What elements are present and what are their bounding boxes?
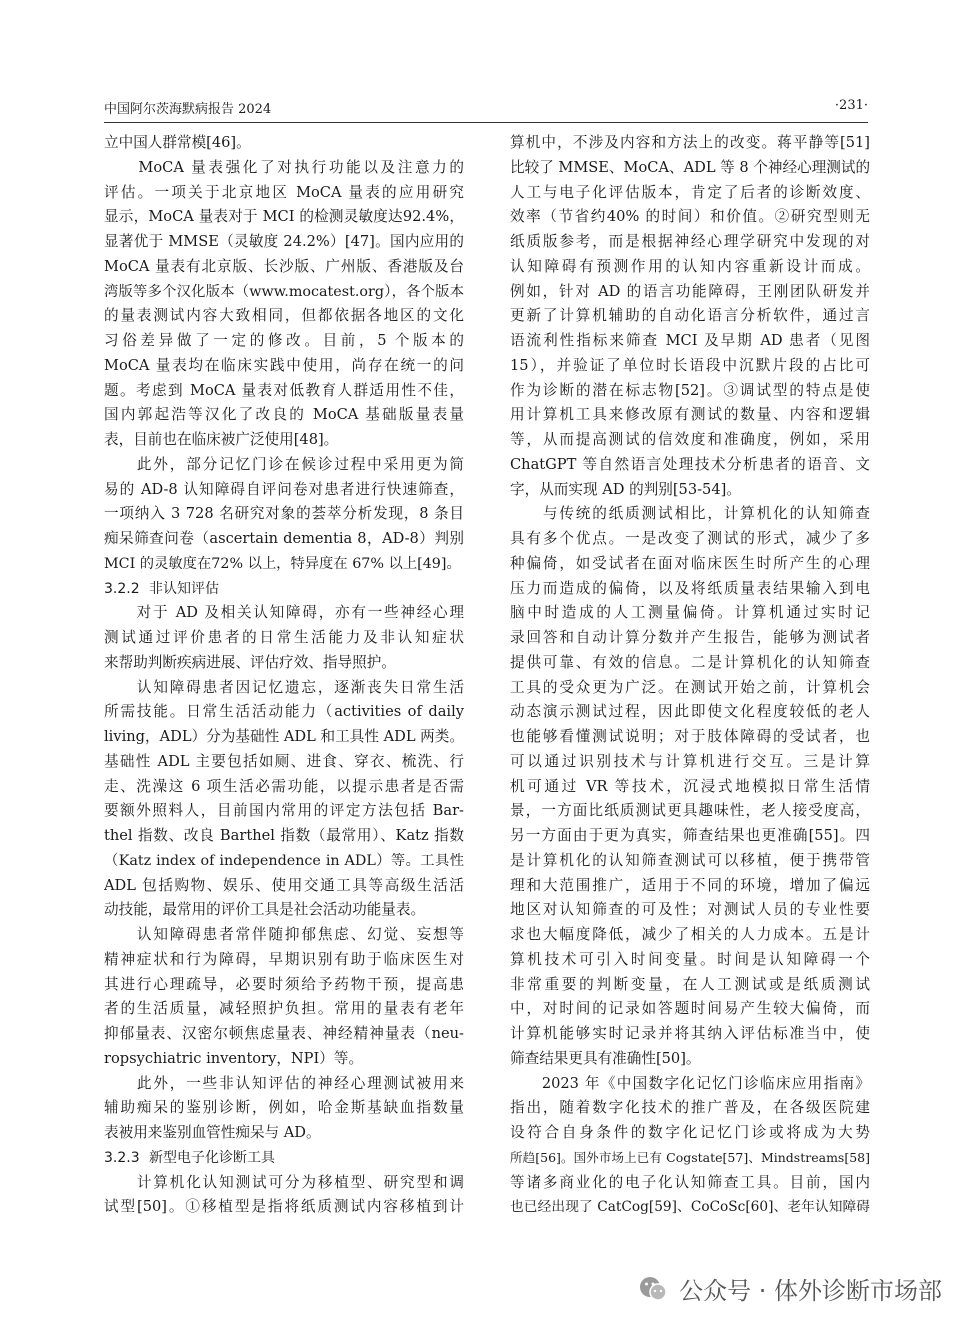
text-line: 具有多个优点。一是改变了测试的形式，减少了多 [510,530,870,547]
text-line: 机可通过 VR 等技术，沉浸式地模拟日常生活情 [510,777,870,795]
text-line: 痴呆筛查问卷（ascertain dementia 8，AD-8）判别 [104,530,464,547]
text-line: 是计算机化的认知筛查测试可以移植，便于携带管 [510,851,870,869]
text-line: 效率（节省约40% 的时间）和价值。②研究型则无 [510,208,870,226]
text-line: MoCA 量表有北京版、长沙版、广州版、香港版及台 [104,257,464,275]
text-line: 用计算机工具来修改原有测试的数量、内容和逻辑 [510,406,870,424]
text-line: 种偏倚，如受试者在面对临床医生时所产生的心理 [510,554,870,572]
text-line: 计算机能够实时记录并将其纳入评估标准当中，使 [510,1025,870,1042]
right-column [510,131,870,1220]
text-line: 压力而造成的偏倚，以及将纸质量表结果输入到电 [510,579,870,597]
section-heading: 3.2.3 新型电子化诊断工具 [104,1149,275,1166]
text-line: 例如，针对 AD 的语言功能障碍，王刚团队研发并 [510,282,870,300]
text-line: 等，从而提高测试的信效度和准确度，例如，采用 [510,431,870,448]
text-line: 此外，部分记忆门诊在候诊过程中采用更为简 [104,455,464,473]
text-line: 理和大范围推广，适用于不同的环境，增加了偏远 [510,876,870,894]
text-line: 算机中，不涉及内容和方法上的改变。蒋平静等[51] [510,134,870,151]
text-line: 此外，一些非认知评估的神经心理测试被用来 [104,1074,464,1092]
text-line: 中，对时间的记录如答题时间易产生较大偏倚，而 [510,1000,870,1018]
text-line: 比较了 MMSE、MoCA、ADL 等 8 个神经心理测试的 [510,158,870,176]
text-line: 其进行心理疏导，必要时须给予药物干预，提高患 [104,975,464,993]
text-line: 也能够看懂测试说明；对于肢体障碍的受试者，也 [510,728,870,745]
text-line: 指出，随着数字化技术的推广普及，在各级医院建 [510,1099,870,1117]
page-number: ·231· [834,98,868,113]
text-line: 对于 AD 及相关认知障碍，亦有一些神经心理 [104,604,464,622]
text-line: living，ADL）分为基础性 ADL 和工具性 ADL 两类。 [104,728,464,745]
text-line: 计算机化认知测试可分为移植型、研究型和调 [104,1173,464,1191]
text-line: MoCA 量表强化了对执行功能以及注意力的 [104,158,464,176]
text-line: 动态演示测试过程，因此即使文化程度较低的老人 [510,703,870,721]
text-line: 工具的受众更为广泛。在测试开始之前，计算机会 [510,678,870,696]
text-line: 来帮助判断疾病进展、评估疗效、指导照护。 [104,653,396,671]
watermark [637,1271,942,1306]
text-line: 等诸多商业化的电子化认知筛查工具。目前，国内 [510,1173,870,1191]
text-line: ADL 包括购物、娱乐、使用交通工具等高级生活活 [104,876,464,894]
text-line: 测试通过评价患者的日常生活能力及非认知症状 [104,629,464,646]
text-line: 认知障碍患者常伴随抑郁焦虑、幻觉、妄想等 [104,926,464,943]
text-line: 者的生活质量，减轻照护负担。常用的量表有老年 [104,1000,464,1018]
text-line: 的量表测试内容大致相同，但都依据各地区的文化 [104,307,464,325]
text-line: 算机技术可引入时间变量。时间是认知障碍一个 [510,950,870,968]
text-line: 可以通过识别技术与计算机进行交互。三是计算 [510,752,870,770]
wechat-icon [637,1273,669,1305]
text-line: 一项纳入 3 728 名研究对象的荟萃分析发现，8 条目 [104,505,464,523]
text-line: 辅助痴呆的鉴别诊断，例如，哈金斯基缺血指数量 [104,1099,464,1117]
running-header [104,96,868,123]
text-line: （Katz index of independence in ADL）等。工具性 [104,852,464,869]
text-line: 立中国人群常模[46]。 [104,134,251,151]
text-line: 另一方面由于更为真实，筛查结果也更准确[55]。四 [510,827,870,844]
text-line: 习俗差异做了一定的修改。目前，5 个版本的 [104,332,464,349]
text-line: 要额外照料人，目前国内常用的评定方法包括 Bar- [104,802,464,820]
section-heading: 3.2.2 非认知评估 [104,580,219,597]
text-line: 景，一方面比纸质测试更具趣味性，老人接受度高， [510,802,870,820]
text-line: 脑中时造成的人工测量偏倚。计算机通过实时记 [510,604,870,622]
watermark-text: 公众号 · 体外诊断市场部 [679,1277,942,1305]
text-line: 筛查结果更具有准确性[50]。 [510,1049,701,1067]
text-line: 题。考虑到 MoCA 量表对低教育人群适用性不佳， [104,381,464,399]
text-line: 评估。一项关于北京地区 MoCA 量表的应用研究 [104,183,464,201]
text-line: 与传统的纸质测试相比，计算机化的认知筛查 [510,505,870,523]
text-line: 国内郭起浩等汉化了改良的 MoCA 基础版量表量 [104,406,464,424]
text-line: thel 指数、改良 Barthel 指数（最常用）、Katz 指数 [104,827,464,844]
text-line: 所需技能。日常生活活动能力（activities of daily [104,703,464,721]
text-line: 走、洗澡这 6 项生活必需功能，以提示患者是否需 [104,777,464,795]
text-line: 认知障碍患者因记忆遗忘，逐渐丧失日常生活 [104,678,464,696]
text-line: 显示，MoCA 量表对于 MCI 的检测灵敏度达92.4%， [104,208,464,226]
text-line: ropsychiatric inventory，NPI）等。 [104,1049,364,1067]
text-line: ChatGPT 等自然语言处理技术分析患者的语音、文 [510,455,870,473]
text-line: 地区对认知筛查的可及性；对测试人员的专业性要 [510,901,870,919]
text-line: 提供可靠、有效的信息。二是计算机化的认知筛查 [510,653,870,671]
text-line: 录回答和自动计算分数并产生报告，能够为测试者 [510,629,870,646]
text-line: 试型[50]。①移植型是指将纸质测试内容移植到计 [104,1198,464,1216]
text-line: 显著优于 MMSE（灵敏度 24.2%）[47]。国内应用的 [104,233,464,250]
text-line: 作为诊断的潜在标志物[52]。③调试型的特点是使 [510,381,870,399]
text-line: 语流利性指标来筛查 MCI 及早期 AD 患者（见图 [510,332,870,349]
text-line: 表被用来鉴别血管性痴呆与 AD。 [104,1124,321,1141]
text-line: 15），并验证了单位时长语段中沉默片段的占比可 [510,356,870,374]
text-line: 易的 AD-8 认知障碍自评问卷对患者进行快速筛查， [104,480,464,498]
text-line: 2023 年《中国数字化记忆门诊临床应用指南》 [510,1074,870,1092]
text-line: 也已经出现了 CatCog[59]、CoCoSc[60]、老年认知障碍 [510,1199,870,1216]
text-line: 人工与电子化评估版本，肯定了后者的诊断效度、 [510,183,870,201]
text-line: 湾版等多个汉化版本（www.mocatest.org），各个版本 [104,283,464,300]
journal-title: 中国阿尔茨海默病报告 2024 [104,102,272,117]
text-line: 表，目前也在临床被广泛使用[48]。 [104,431,339,448]
text-line: 基础性 ADL 主要包括如厕、进食、穿衣、梳洗、行 [104,752,464,770]
text-line: MCI 的灵敏度在72% 以上，特异度在 67% 以上[49]。 [104,555,461,572]
text-line: 字，从而实现 AD 的判别[53-54]。 [510,480,741,498]
text-line: 动技能，最常用的评价工具是社会活动功能量表。 [104,901,426,919]
text-line: 设符合自身条件的数字化记忆门诊或将成为大势 [510,1124,870,1141]
text-line: 认知障碍有预测作用的认知内容重新设计而成。 [510,257,870,275]
text-line: 非常重要的判断变量，在人工测试或是纸质测试 [510,975,870,993]
text-line: 求也大幅度降低，减少了相关的人力成本。五是计 [510,926,870,943]
text-line: 更新了计算机辅助的自动化语言分析软件，通过言 [510,307,870,325]
text-line: 所趋[56]。国外市场上已有 Cogstate[57]、Mindstreams[58] [510,1149,870,1165]
text-line: 抑郁量表、汉密尔顿焦虑量表、神经精神量表（neu- [104,1025,464,1042]
left-column [104,131,464,1220]
text-line: MoCA 量表均在临床实践中使用，尚存在统一的问 [104,356,464,374]
text-line: 纸质版参考，而是根据神经心理学研究中发现的对 [510,233,870,250]
text-line: 精神症状和行为障碍，早期识别有助于临床医生对 [104,950,464,968]
